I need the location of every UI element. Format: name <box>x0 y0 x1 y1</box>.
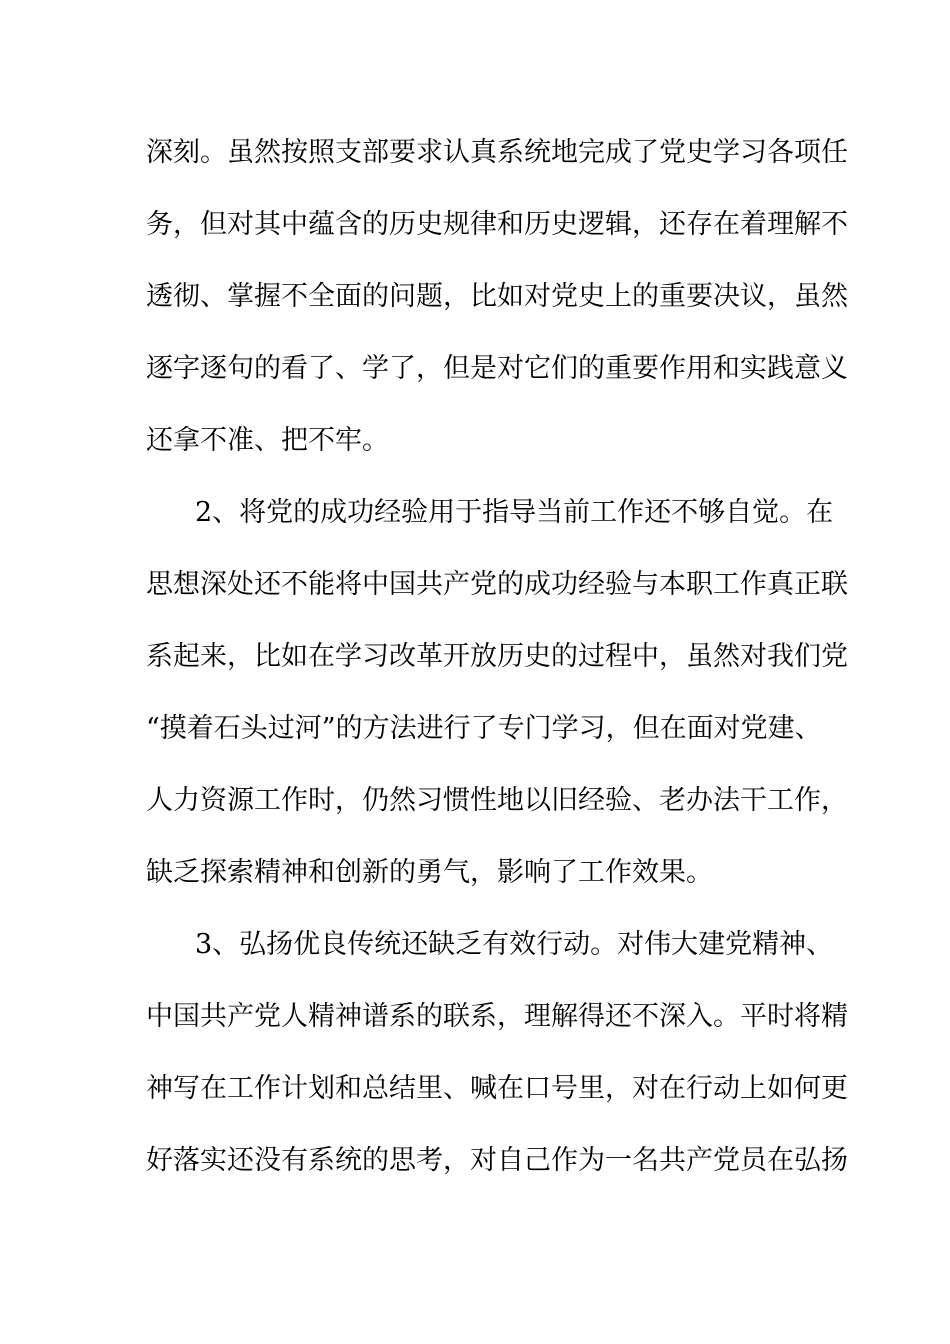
text-line: 系起来，比如在学习改革开放历史的过程中，虽然对我们党 <box>146 641 848 672</box>
text-line: 务，但对其中蕴含的历史规律和历史逻辑，还存在着理解不 <box>146 209 848 240</box>
text-line: 透彻、掌握不全面的问题，比如对党史上的重要决议，虽然 <box>146 281 848 312</box>
text-line: 人力资源工作时，仍然习惯性地以旧经验、老办法干工作， <box>146 785 848 816</box>
text-line: 逐字逐句的看了、学了，但是对它们的重要作用和实践意义 <box>146 353 848 384</box>
text-line: 还拿不准、把不牢。 <box>146 425 389 456</box>
text-line: 思想深处还不能将中国共产党的成功经验与本职工作真正联 <box>146 569 848 600</box>
paragraph-heading-2: 2、将党的成功经验用于指导当前工作还不够自觉。在 <box>195 497 834 528</box>
text-line: 中国共产党人精神谱系的联系，理解得还不深入。平时将精 <box>146 1001 848 1032</box>
text-line: 好落实还没有系统的思考，对自己作为一名共产党员在弘扬 <box>146 1145 848 1176</box>
text-line: “摸着石头过河”的方法进行了专门学习，但在面对党建、 <box>146 713 822 744</box>
text-line: 神写在工作计划和总结里、喊在口号里，对在行动上如何更 <box>146 1073 848 1104</box>
paragraph-heading-3: 3、弘扬优良传统还缺乏有效行动。对伟大建党精神、 <box>195 929 834 960</box>
text-line: 缺乏探索精神和创新的勇气，影响了工作效果。 <box>146 857 713 888</box>
text-line: 深刻。虽然按照支部要求认真系统地完成了党史学习各项任 <box>146 137 848 168</box>
